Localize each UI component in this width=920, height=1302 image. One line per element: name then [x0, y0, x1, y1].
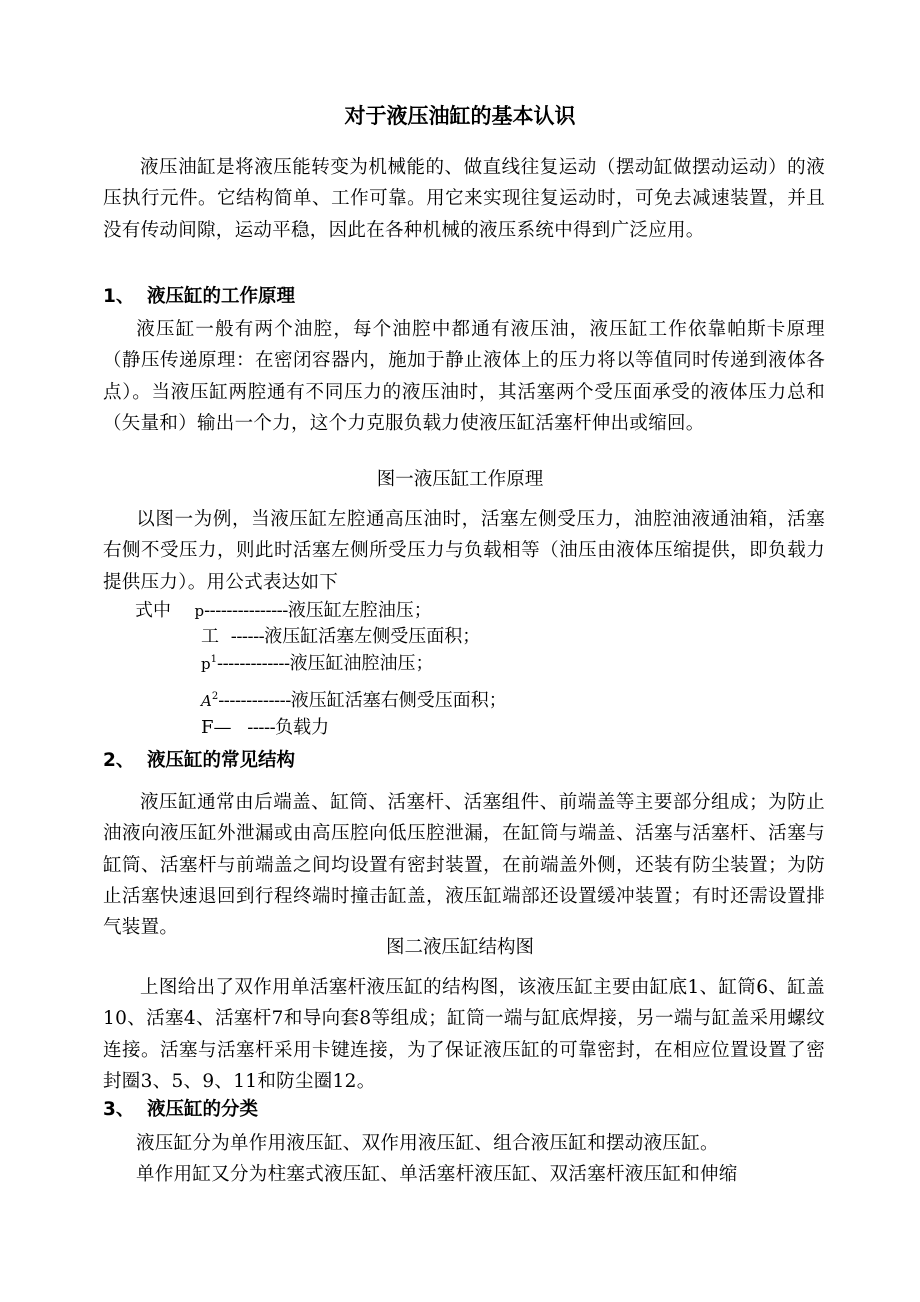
- figure-2-caption: 图二液压缸结构图: [385, 937, 534, 958]
- paragraph-text: 以图一为例，当液压缸左腔通高压油时，活塞左侧受压力，油腔油液通油箱，活塞右侧不受压力，则此时活塞左侧所受压力与负载相等（油压由液体压缩提供，即负载力提供压力）。用公式表达如下: [103, 509, 825, 593]
- section-3-paragraph: [136, 1128, 836, 1191]
- section-number: 2、: [103, 750, 135, 771]
- formula-row: [201, 645, 434, 679]
- formula-dashes: -------------: [218, 690, 291, 711]
- intro-paragraph: [103, 152, 825, 246]
- formula-desc: 液压缸活塞左侧受压面积；: [264, 626, 481, 647]
- paragraph-line: 液压缸分为单作用液压缸、双作用液压缸、组合液压缸和摆动液压缸。: [136, 1133, 719, 1154]
- formula-symbol: p: [194, 602, 205, 620]
- formula-desc: 液压缸活塞右侧受压面积；: [290, 690, 507, 711]
- formula-desc: 液压缸左腔油压；: [287, 600, 432, 621]
- section-1-heading: [103, 282, 825, 312]
- formula-symbol: p: [201, 655, 211, 673]
- formula-row: [201, 709, 329, 743]
- section-title: 液压缸的常见结构: [147, 750, 296, 771]
- section-title: 液压缸的工作原理: [147, 286, 296, 307]
- paragraph-text: 液压缸通常由后端盖、缸筒、活塞杆、活塞组件、前端盖等主要部分组成；为防止油液向液压缸外泄漏或由高压腔向低压腔泄漏，在缸筒与端盖、活塞与活塞杆、活塞与缸筒、活塞杆与前端盖之间均设置有密封装置，在前端盖外侧，还装有防尘装置；为防止活塞快速退回到行程终端时撞击缸盖，液压缸端部还设置缓冲装置；有时还需设置排气装置。: [103, 792, 825, 939]
- formula-superscript: 1: [210, 654, 217, 665]
- section-2-paragraph-2: [103, 972, 825, 1097]
- paragraph-line: 单作用缸又分为柱塞式液压缸、单活塞杆液压缸、双活塞杆液压缸和伸缩: [136, 1164, 738, 1186]
- formula-superscript: 2: [211, 691, 219, 702]
- formula-prefix: 式中: [135, 600, 171, 621]
- section-number: 3、: [103, 1099, 135, 1120]
- intro-text: 液压油缸是将液压能转变为机械能的、做直线往复运动（摆动缸做摆动运动）的液压执行元件。它结构简单、工作可靠。用它来实现往复运动时，可免去减速装置，并且没有传动间隙，运动平稳，因此在各种机械的液压系统中得到广泛应用。: [103, 157, 825, 241]
- section-2-paragraph: [103, 787, 825, 943]
- formula-symbol: F—: [201, 717, 232, 738]
- page-title: 对于液压油缸的基本认识: [344, 104, 576, 128]
- formula-dashes: -----: [247, 717, 276, 738]
- figure-1-caption: 图一液压缸工作原理: [376, 469, 544, 490]
- formula-symbol: 工: [201, 626, 219, 647]
- section-3-heading: [103, 1095, 825, 1125]
- formula-desc: 负载力: [275, 717, 330, 738]
- formula-desc: 液压缸油腔油压；: [289, 653, 434, 674]
- paragraph-text: 上图给出了双作用单活塞杆液压缸的结构图，该液压缸主要由缸底1、缸筒6、缸盖10、活塞4、活塞杆7和导向套8等组成；缸筒一端与缸底焊接，另一端与缸盖采用螺纹连接。活塞与活塞杆采用卡键连接，为了保证液压缸的可靠密封，在相应位置设置了密封圈3、5、9、11和防尘圈12。: [103, 977, 825, 1092]
- paragraph-text: 液压缸一般有两个油腔，每个油腔中都通有液压油，液压缸工作依靠帕斯卡原理（静压传递原理：在密闭容器内，施加于静止液体上的压力将以等值同时传递到液体各点）。当液压缸两腔通有不同压力的液压油时，其活塞两个受压面承受的液体压力总和（矢量和）输出一个力，这个力克服负载力使液压缸活塞杆伸出或缩回。: [103, 319, 825, 434]
- section-1-paragraph: [103, 314, 825, 439]
- formula-symbol: A: [201, 692, 212, 710]
- section-1-paragraph-2: [103, 504, 825, 598]
- formula-dashes: -------------: [216, 653, 290, 674]
- section-2-heading: [103, 746, 825, 776]
- section-title: 液压缸的分类: [147, 1099, 259, 1120]
- formula-dashes: ------: [230, 626, 265, 647]
- section-number: 1、: [103, 286, 135, 307]
- formula-dashes: ---------------: [204, 600, 288, 621]
